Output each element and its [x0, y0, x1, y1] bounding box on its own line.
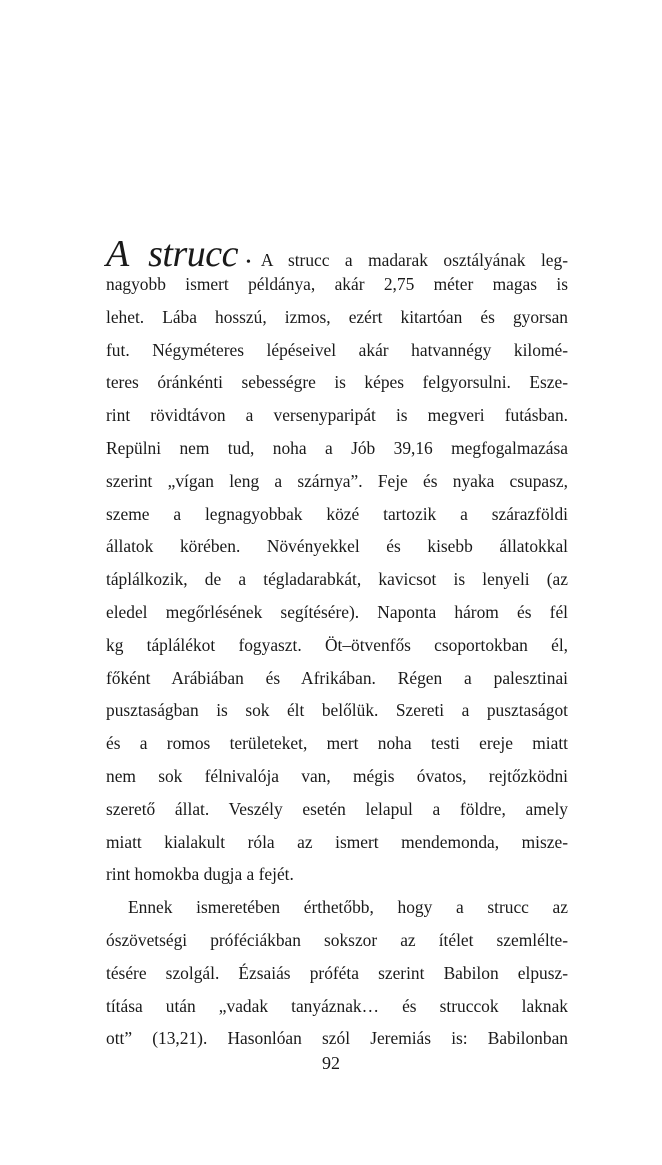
text-line: pusztaságban is sok élt belőlük. Szereti a pusztaságot [106, 700, 568, 721]
text-block [106, 232, 568, 1055]
text-line: nem sok félnivalója van, mégis óvatos, rejtőzködni [106, 765, 568, 786]
text-line: nagyobb ismert példánya, akár 2,75 méter magas is [106, 274, 568, 294]
text-line: szerető állat. Veszély esetén lelapul a földre, amely [106, 798, 568, 819]
paragraph-2 [106, 891, 568, 1055]
text-line: rint rövidtávon a versenyparipát is megveri futásban. [106, 405, 568, 426]
text-line: teres óránkénti sebességre is képes felgyorsulni. Esze- [106, 372, 568, 393]
text-line: kg táplálékot fogyaszt. Öt–ötvenfős csoportokban él, [106, 634, 568, 655]
text-line: szeme a legnagyobbak közé tartozik a szárazföldi [106, 503, 568, 524]
paragraph-1 [106, 268, 568, 891]
entry-headword: A strucc [106, 233, 238, 275]
text-line: táplálkozik, de a tégladarabkát, kavicsot is lenyeli (az [106, 569, 568, 590]
text-line: eledel megőrlésének segítésére). Naponta három és fél [106, 601, 568, 622]
text-line: ószövetségi próféciákban sokszor az ítélet szemlélte- [106, 929, 568, 950]
text-line: lehet. Lába hosszú, izmos, ezért kitartóan és gyorsan [106, 306, 568, 327]
page-number: 92 [322, 1053, 340, 1073]
text-line: rint homokba dugja a fejét. [106, 864, 294, 885]
text-line: miatt kialakult róla az ismert mendemonda, misze- [106, 831, 568, 852]
text-line: szerint „vígan leng a szárnya”. Feje és nyaka csupasz, [106, 470, 568, 491]
text-line: Repülni nem tud, noha a Jób 39,16 megfogalmazása [106, 437, 568, 458]
text-line: és a romos területeket, mert noha testi ereje miatt [106, 733, 568, 754]
text-line: ott” (13,21). Hasonlóan szól Jeremiás is: Babilonban [106, 1028, 568, 1049]
text-line: állatok körében. Növényekkel és kisebb állatokkal [106, 536, 568, 557]
entry-first-line-text: A strucc a madarak osztályának leg- [260, 250, 568, 270]
text-line: Ennek ismeretében érthetőbb, hogy a strucc az [128, 897, 568, 918]
text-line: tésére szolgál. Ézsaiás próféta szerint Babilon elpusz- [106, 962, 568, 983]
text-line: főként Arábiában és Afrikában. Régen a palesztinai [106, 667, 568, 688]
text-line: fut. Négyméteres lépéseivel akár hatvannégy kilomé- [106, 339, 568, 360]
text-line: títása után „vadak tanyáznak… és struccok laknak [106, 995, 568, 1016]
bullet-separator: • [246, 255, 251, 270]
